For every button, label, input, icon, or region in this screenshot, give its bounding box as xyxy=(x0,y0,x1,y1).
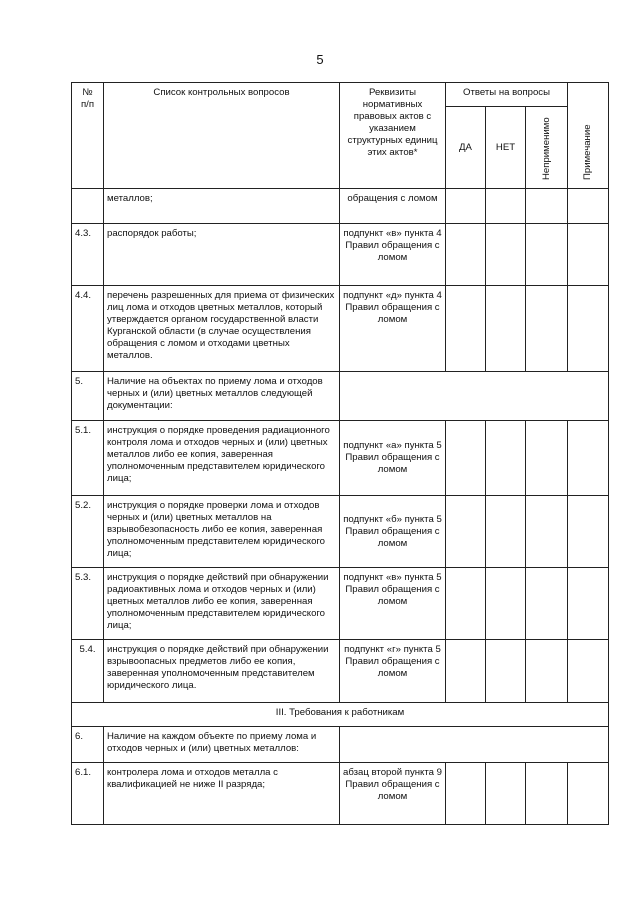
row-question: инструкция о порядке действий при обнаружении радиоактивных лома и отходов черных и (или) цветных металлов либо ее копия, заверенная уполномоченным представителем юридического лица; xyxy=(104,568,340,640)
row-number: 6.1. xyxy=(72,763,104,825)
page-number: 5 xyxy=(316,52,324,67)
note-cell[interactable] xyxy=(568,496,609,568)
header-na xyxy=(526,107,568,189)
note-cell[interactable] xyxy=(568,189,609,224)
answer-no-cell[interactable] xyxy=(486,421,526,496)
table-row xyxy=(72,372,609,421)
header-number: № п/п xyxy=(72,83,104,189)
checklist-table xyxy=(71,82,609,825)
row-question: инструкция о порядке действий при обнаружении взрывоопасных предметов либо ее копия, заверенная уполномоченным представителем юридического лица. xyxy=(104,640,340,703)
row-question: инструкция о порядке проведения радиационного контроля лома и отходов черных и (или) цветных металлов либо ее копия, заверенная уполномоченным представителем юридического лица; xyxy=(104,421,340,496)
merged-cell xyxy=(340,727,609,763)
answer-yes-cell[interactable] xyxy=(446,224,486,286)
table-row xyxy=(72,286,609,372)
answer-na-cell[interactable] xyxy=(526,421,568,496)
row-number: 5.4. xyxy=(72,640,104,703)
answer-yes-cell[interactable] xyxy=(446,640,486,703)
row-number: 5. xyxy=(72,372,104,421)
header-questions: Список контрольных вопросов xyxy=(104,83,340,189)
section-header-row xyxy=(72,703,609,727)
row-requisites: подпункт «в» пункта 4 Правил обращения с ломом xyxy=(340,224,446,286)
row-question: Наличие на каждом объекте по приему лома и отходов черных и (или) цветных металлов: xyxy=(104,727,340,763)
answer-no-cell[interactable] xyxy=(486,496,526,568)
row-number: 4.3. xyxy=(72,224,104,286)
table-row xyxy=(72,224,609,286)
note-cell[interactable] xyxy=(568,763,609,825)
answer-no-cell[interactable] xyxy=(486,224,526,286)
row-requisites: подпункт «г» пункта 5 Правил обращения с ломом xyxy=(340,640,446,703)
answer-na-cell[interactable] xyxy=(526,224,568,286)
row-requisites: подпункт «б» пункта 5 Правил обращения с ломом xyxy=(340,496,446,568)
header-note-label: Примечание xyxy=(582,124,594,180)
answer-yes-cell[interactable] xyxy=(446,286,486,372)
table-row xyxy=(72,421,609,496)
answer-no-cell[interactable] xyxy=(486,640,526,703)
row-number: 6. xyxy=(72,727,104,763)
header-requisites: Реквизиты нормативных правовых актов с указанием структурных единиц этих актов* xyxy=(340,83,446,189)
row-question: металлов; xyxy=(104,189,340,224)
answer-na-cell[interactable] xyxy=(526,189,568,224)
row-number: 5.1. xyxy=(72,421,104,496)
answer-yes-cell[interactable] xyxy=(446,763,486,825)
header-yes: ДА xyxy=(446,107,486,189)
note-cell[interactable] xyxy=(568,286,609,372)
table-row xyxy=(72,568,609,640)
note-cell[interactable] xyxy=(568,568,609,640)
row-requisites: абзац второй пункта 9 Правил обращения с ломом xyxy=(340,763,446,825)
row-requisites: подпункт «в» пункта 5 Правил обращения с ломом xyxy=(340,568,446,640)
table-row xyxy=(72,727,609,763)
answer-yes-cell[interactable] xyxy=(446,568,486,640)
header-answers: Ответы на вопросы xyxy=(446,83,568,107)
answer-yes-cell[interactable] xyxy=(446,189,486,224)
table-row xyxy=(72,640,609,703)
row-question: инструкция о порядке проверки лома и отходов черных и (или) цветных металлов на взрывобезопасность либо ее копия, заверенная уполномоченным представителем юридического лица; xyxy=(104,496,340,568)
answer-no-cell[interactable] xyxy=(486,189,526,224)
answer-no-cell[interactable] xyxy=(486,568,526,640)
row-number: 5.3. xyxy=(72,568,104,640)
answer-na-cell[interactable] xyxy=(526,568,568,640)
row-requisites: подпункт «д» пункта 4 Правил обращения с ломом xyxy=(340,286,446,372)
answer-na-cell[interactable] xyxy=(526,640,568,703)
answer-no-cell[interactable] xyxy=(486,763,526,825)
row-question: распорядок работы; xyxy=(104,224,340,286)
row-number xyxy=(72,189,104,224)
merged-cell xyxy=(340,372,609,421)
answer-no-cell[interactable] xyxy=(486,286,526,372)
row-number: 4.4. xyxy=(72,286,104,372)
answer-na-cell[interactable] xyxy=(526,496,568,568)
answer-yes-cell[interactable] xyxy=(446,496,486,568)
row-requisites: обращения с ломом xyxy=(340,189,446,224)
note-cell[interactable] xyxy=(568,421,609,496)
header-na-label: Неприменимо xyxy=(540,117,552,180)
row-requisites: подпункт «а» пункта 5 Правил обращения с ломом xyxy=(340,421,446,496)
section-title: III. Требования к работникам xyxy=(72,703,609,727)
row-number: 5.2. xyxy=(72,496,104,568)
answer-na-cell[interactable] xyxy=(526,763,568,825)
row-question: Наличие на объектах по приему лома и отходов черных и (или) цветных металлов следующей документации: xyxy=(104,372,340,421)
note-cell[interactable] xyxy=(568,640,609,703)
header-no: НЕТ xyxy=(486,107,526,189)
answer-na-cell[interactable] xyxy=(526,286,568,372)
note-cell[interactable] xyxy=(568,224,609,286)
header-note xyxy=(568,83,609,189)
row-question: контролера лома и отходов металла с квалификацией не ниже II разряда; xyxy=(104,763,340,825)
table-row xyxy=(72,763,609,825)
table-row xyxy=(72,189,609,224)
table-row xyxy=(72,496,609,568)
answer-yes-cell[interactable] xyxy=(446,421,486,496)
row-question: перечень разрешенных для приема от физических лиц лома и отходов цветных металлов, который утверждается органом государственной власти Курганской области (в случае осуществления обращения с ломом и отходами цветных металлов. xyxy=(104,286,340,372)
